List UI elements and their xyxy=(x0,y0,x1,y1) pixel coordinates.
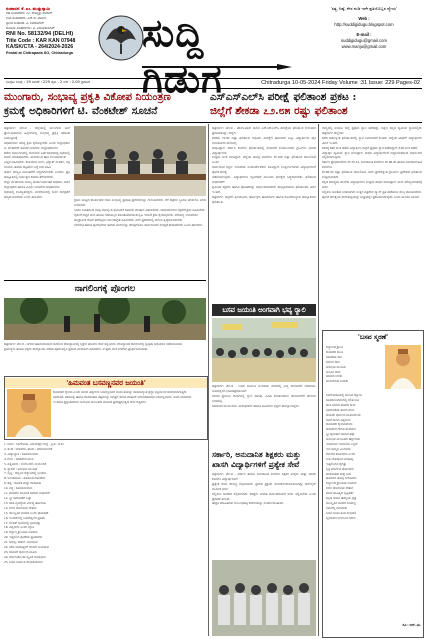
second-headline-line2: ಜಿಲ್ಲೆಗೆ ಶೇಕಡಾ ೭೨.೮೫ ರಷ್ಟು ಫಲಿತಾಂಶ xyxy=(210,105,348,117)
sslc-story-text: ಚಿತ್ರದುರ್ಗ: ಮೇ.9 - 2023-24ನೇ ಸಾಲಿನ ಎಸ್‌ಎಸ್‌ಎಲ್‌ಸಿ ಪರೀಕ್ಷೆಯ ಫಲಿತಾಂಶ ಗುರುವಾರ ಪ್ರಕಟವಾಗಿದ್ದು, ಜಿಲ್ಲೆಗೆ ಶೇಕಡಾ 72.85 ರಷ್ಟು ಫಲಿತಾಂಶ ಲಭಿಸಿದೆ. ಪರೀಕ್ಷೆಗೆ ಹಾಜರಾದ ಒಟ್ಟು ವಿದ್ಯಾರ್ಥಿಗಳ ಪೈಕಿ ಬಾಲಕಿಯರು ಮೇಲುಗೈ ಸಾಧಿಸಿದ್ದಾರೆ. ಸರ್ಕಾರಿ ಶಾಲೆಗಳ ಫಲಿತಾಂಶದಲ್ಲಿ ಸುಧಾರಣೆ ಕಂಡುಬಂದಿದೆ. ಗ್ರಾಮೀಣ ಭಾಗದ ವಿದ್ಯಾರ್ಥಿಗಳು ಉತ್ತಮ ಅಂಕ ಗಳಿಸಿದ್ದಾರೆ. ಜಿಲ್ಲೆಯ ಹಲವು ಶಾಲೆಗಳು ಶೇ.100 ರಷ್ಟು ಫಲಿತಾಂಶ ದಾಖಲಿಸಿವೆ ಎಂದು ಸಾರ್ವಜನಿಕ ಶಿಕ್ಷಣ ಇಲಾಖೆಯ ಉಪನಿರ್ದೇಶಕರು ತಿಳಿಸಿದ್ದಾರೆ. ಉತ್ತೀರ್ಣರಾಗದ ವಿದ್ಯಾರ್ಥಿಗಳಿಗೆ ಪೂರಕ ಪರೀಕ್ಷೆ ನಡೆಸಲಾಗುವುದು. ವಿದ್ಯಾರ್ಥಿಗಳು ಧೃತಿಗೆಡದೆ ಮುಂದಿನ ಪರೀಕ್ಷೆಗೆ ಸಿದ್ಧರಾಗಬೇಕು. ಫಲಿತಾಂಶ ಸುಧಾರಣೆಗೆ ಶ್ರಮಿಸಿದ ಶಿಕ್ಷಕರು ಹಾಗೂ ಪೋಷಕರನ್ನು ಅಭಿನಂದಿಸಲಾಗಿದೆ. ತಾಲ್ಲೂಕುವಾರು ಫಲಿತಾಂಶದ ವಿವರ ಇಂತಿದೆ. ಚಿತ್ರದುರ್ಗ, ಚಳ್ಳಕೆರೆ, ಹಿರಿಯೂರು, ಹೊಳಲ್ಕೆರೆ, ಹೊಸದುರ್ಗ ಹಾಗೂ ಮೊಳಕಾಲ್ಮೂರು ತಾಲ್ಲೂಕುಗಳ ಫಲಿತಾಂಶ. xyxy=(212,126,316,204)
naga-headline: ನಾಗಲಿಂಗಕ್ಕೆ ಪೊಂಗಲ xyxy=(74,284,136,294)
meeting-photo-image xyxy=(74,126,206,196)
meta-line: ಉಪ ಸಂಪಾದಕರು: ಎನ್.ಬಿ. ಪಾಟೀಲ xyxy=(6,16,47,20)
basava-box-text: ಕಾಯಕವೇ ಕೈಲಾಸ ಎಂದು ಸಾರಿದ ವಿಶ್ವಗುರು ಬಸವಣ್ಣನವರ ಜಯಂತಿಯನ್ನು ನಾಡಿನಾದ್ಯಂತ ಶ್ರದ್ಧಾ ಭಕ್ತಿಯಿಂದ ಆಚರಿಸಲಾಗುತ್ತಿದೆ. ಸಮಾನತೆ, ಸಹಬಾಳ್ವೆ ಹಾಗೂ ದಾಸೋಹದ ತತ್ವಗಳನ್ನು ಜಗತ್ತಿಗೆ ಸಾರಿದ ಮಹಾನ್ ಮಾನವತಾವಾದಿ ಬಸವಣ್ಣನವರು. ಅವರ ವಚನಗಳು ಇಂದಿಗೂ ಪ್ರಸ್ತುತವಾಗಿವೆ. ಅನುಭವ ಮಂಟಪದ ಮೂಲಕ ಪ್ರಜಾಪ್ರಭುತ್ವದ ಬೀಜ ಬಿತ್ತಿದರು. xyxy=(53,390,192,404)
masthead-contact xyxy=(306,6,422,50)
schools-headline-line2: ಖಾಸಗಿ ವಿದ್ಯಾರ್ಥಿಗಳಿಗೆ ಪ್ರತ್ಯೇಕ ಸೇವೆ xyxy=(212,460,300,469)
email-link[interactable]: suddigidugu@gmail.com xyxy=(341,38,387,43)
students-photo xyxy=(212,560,316,636)
naga-photo-image xyxy=(4,298,206,340)
poem-signoff: ಕವಿ : ಆರ್. ಮ. xyxy=(402,623,421,627)
date-line: Chitradurga 10-05-2024 Friday Volume :31 Issue: 229 Pages-02 xyxy=(261,79,420,86)
divider xyxy=(4,280,206,281)
lead-headline-line1: ಮುಂಗಾರು, ಸಂಭಾವ್ಯ ಪ್ರಕೃತಿ ವಿಕೋಪ ನಿಯಂತ್ರಣ xyxy=(4,91,171,103)
naga-story-text: ಚಿತ್ರದುರ್ಗ: ಮೇ.9 - ನಗರದ ಹೊರವಲಯದ ನಾಗಲಿಂಗ ದೇವಸ್ಥಾನದಲ್ಲಿ ಭಕ್ತರು ಪೊಂಗಲ ಸೇವೆ ಸಲ್ಲಿಸಿದರು. ದೇವಸ್ಥಾನದ ಆವರಣದಲ್ಲಿ ಸ್ವಚ್ಛತಾ ಅಭಿಯಾನ ನಡೆಸಲಾಯಿತು. ಗ್ರಾಮಸ್ಥರು ಹಾಗೂ ಭಕ್ತರು ಪಾಲ್ಗೊಂಡು ವಿಶೇಷ ಪೂಜೆ ಸಲ್ಲಿಸಿ ಪ್ರಸಾದ ವಿನಿಯೋಗ ಮಾಡಿದರು. ಉತ್ತಮ ಮಳೆ ಬೆಳೆಗಾಗಿ ಪ್ರಾರ್ಥಿಸಲಾಯಿತು. xyxy=(4,342,183,351)
lead-headline xyxy=(4,90,206,120)
right-column-text: ರಾಜ್ಯದಲ್ಲಿ ಉಡುಪಿ ಜಿಲ್ಲೆ ಪ್ರಥಮ ಸ್ಥಾನ ಪಡೆದಿದ್ದು, ದಕ್ಷಿಣ ಕನ್ನಡ ದ್ವಿತೀಯ ಸ್ಥಾನದಲ್ಲಿದೆ. ಚಿತ್ರದುರ್ಗ ಜಿಲ್ಲೆಯು ಕಳೆದ ವರ್ಷಕ್ಕಿಂತ ಫಲಿತಾಂಶದಲ್ಲಿ ಸ್ಥಾನ ಬದಲಾವಣೆ ಕಂಡಿದೆ. ಜಿಲ್ಲೆಯ ಟಾಪರ್ ವಿದ್ಯಾರ್ಥಿಗಳ ವಿವರ ಇಂತಿದೆ. 625ಕ್ಕೆ 620 ಅಂಕ ಪಡೆದ ವಿದ್ಯಾರ್ಥಿನಿ ಜಿಲ್ಲೆಗೆ ಪ್ರಥಮ ಸ್ಥಾನ ಪಡೆದಿದ್ದಾರೆ. 618 ಅಂಕ ಪಡೆದ ವಿದ್ಯಾರ್ಥಿ ದ್ವಿತೀಯ ಸ್ಥಾನ ಗಳಿಸಿದ್ದಾರೆ. ಸಾಧಕ ವಿದ್ಯಾರ್ಥಿಗಳಿಗೆ ಜಿಲ್ಲಾಡಳಿತದಿಂದ ಅಭಿನಂದನೆ ಸಲ್ಲಿಸಲಾಗುವುದು. ಸರ್ಕಾರಿ ಪ್ರೌಢಶಾಲೆಗಳು ಶೇ.70.12, ಅನುದಾನಿತ ಶಾಲೆಗಳು ಶೇ.68.45 ಹಾಗೂ ಅನುದಾನರಹಿತ ಶಾಲೆಗಳು ಶೇ.82.30 ರಷ್ಟು ಫಲಿತಾಂಶ ದಾಖಲಿಸಿವೆ. ನಗರ ಪ್ರದೇಶಕ್ಕಿಂತ ಗ್ರಾಮೀಣ ಪ್ರದೇಶದ ಫಲಿತಾಂಶ ಉತ್ತಮವಾಗಿದೆ. ಕನ್ನಡ ಮಾಧ್ಯಮ ಶಾಲೆಗಳ ವಿದ್ಯಾರ್ಥಿಗಳು ಉತ್ತಮ ಸಾಧನೆ ಮಾಡಿದ್ದಾರೆ. ಮರು ಮೌಲ್ಯಮಾಪನಕ್ಕೆ ಅರ್ಜಿ ಸಲ್ಲಿಸಲು ಅವಕಾಶ ನೀಡಲಾಗಿದೆ. ಉತ್ತರ ಪತ್ರಿಕೆಗಳ ಸ್ಕ್ಯಾನ್ ಪ್ರತಿ ಪಡೆಯಲು ಶುಲ್ಕ ಪಾವತಿಸಬೇಕು. ಪೂರಕ ಪರೀಕ್ಷೆಯ ವೇಳಾಪಟ್ಟಿಯನ್ನು ಶೀಘ್ರದಲ್ಲೇ ಪ್ರಕಟಿಸಲಾಗುವುದು ಎಂದು ಮಂಡಳಿ ತಿಳಿಸಿದೆ. xyxy=(322,126,422,199)
meta-line: ಸಹ ಸಂಪಾದಕರು: ಎಂ. ಸೌಮ್ಯಶ್ರೀ ಕುಮಾರ್ xyxy=(6,11,53,15)
title-code: Title Code : KAR KAN 07948 xyxy=(6,38,76,44)
poem-box xyxy=(322,330,424,638)
second-headline xyxy=(210,90,422,120)
basava-feature-box xyxy=(4,376,208,440)
slogan: 'ಸತ್ಯ, ನಿಷ್ಠೆ, ನೇರ ನುಡಿ ಇದೇ ಪ್ರತಿಯೊಬ್ಬರ ಧ್ಯೇಯ' xyxy=(330,6,398,11)
rally-photo xyxy=(212,318,316,382)
rni-number: RNI No. 58132/94 (DELHI) xyxy=(6,31,74,37)
basava-box-title: 'ಹಿಮವಂತ ಬಸವಣ್ಣನವರ ಜಯಂತಿ' xyxy=(5,378,207,388)
newspaper-title: ಸುದ್ದಿ ಗಿಡುಗ xyxy=(142,10,223,101)
schools-headline-line1: ಸರ್ಕಾರಿ, ಅನುದಾನಿತ ಶಿಕ್ಷಕರು ಮತ್ತು xyxy=(212,450,301,459)
postal-line: Postal at Chitrapada SO, Chitradurga xyxy=(6,50,73,55)
website-label: Web : xyxy=(358,16,370,21)
schools-story-text: ಚಿತ್ರದುರ್ಗ: ಮೇ.9 - ಸರ್ಕಾರಿ ಹಾಗೂ ಅನುದಾನಿತ ಶಾಲೆಗಳ ಶಿಕ್ಷಕರ ಮಕ್ಕಳು ಮತ್ತು ಖಾಸಗಿ ಶಾಲೆಗಳ ವಿದ್ಯಾರ್ಥಿಗಳಿಗೆ ಪ್ರತ್ಯೇಕ ಸೇವಾ ಸೌಲಭ್ಯ ಕಲ್ಪಿಸಲಾಗಿದೆ. ಪ್ರವೇಶ ಪ್ರಕ್ರಿಯೆ ಸರಳೀಕರಣಗೊಳಿಸಲಾಗಿದ್ದು ಆನ್‌ಲೈನ್ ಮೂಲಕ ಅರ್ಜಿ ಸಲ್ಲಿಸಲು ಅವಕಾಶ ಕಲ್ಪಿಸಲಾಗಿದೆ. ಆಸಕ್ತರು ನಿಗದಿತ ದಿನಾಂಕದೊಳಗೆ ಅರ್ಜಿ ಸಲ್ಲಿಸಬೇಕು ಎಂದು ಪ್ರಕಟಣೆ ತಿಳಿಸಿದೆ. ಹೆಚ್ಚಿನ ಮಾಹಿತಿಗಾಗಿ ಸಂಬಂಧಪಟ್ಟ ಕಚೇರಿಯನ್ನು ಸಂಪರ್ಕಿಸಬಹುದು. xyxy=(212,472,316,506)
meta-line: ಸ್ಥಾನಿಕ ಸಂಪಾದಕ: ವಿ. ಶಿವಕುಮಾರ್ xyxy=(6,21,44,25)
pen-underline-icon xyxy=(142,62,292,72)
editor-label: ಸಂಪಾದಕ: ಕೆ. ಎಂ. ಮುತ್ತುಸ್ವಾಮಿ xyxy=(6,6,51,11)
masthead-credits xyxy=(6,6,96,56)
portrait-illustration-icon xyxy=(385,345,421,389)
basava-list-text: 1. ಜನನ : ಬಾಗೇವಾಡಿ, ವಿಜಯಪುರ ಜಿಲ್ಲೆ - ಕ್ರಿ.ಶ. 1131 2. ತಂದೆ : ಮಾದರಸ, ತಾಯಿ : ಮಾದಲಾಂಬಿಕೆ 3. ವಿದ್ಯಾಭ್ಯಾಸ : ಕೂಡಲಸಂಗಮ 4. ಗುರು : ಜಾತವೇದ ಮುನಿ 5. ಪತ್ನಿಯರು : ಗಂಗಾಂಬಿಕೆ, ನೀಲಾಂಬಿಕೆ 6. ಸ್ಥಾಪನೆ : ಅನುಭವ ಮಂಟಪ 7. ವೃತ್ತಿ : ಬಿಜ್ಜಳನ ಆಸ್ಥಾನದಲ್ಲಿ ಭಂಡಾರಿ 8. ಅಂಕಿತನಾಮ : ಕೂಡಲಸಂಗಮದೇವ 9. ತತ್ವ : ಕಾಯಕ ಮತ್ತು ದಾಸೋಹ 10. ಐಕ್ಯ : ಕೂಡಲಸಂಗಮ 11. ವಚನಗಳ ಮೂಲಕ ಸಮಾಜ ಸುಧಾರಣೆ 12. ಸ್ತ್ರೀ ಸಮಾನತೆಗೆ ಒತ್ತು 13. ಜಾತಿ ವ್ಯವಸ್ಥೆಯ ವಿರುದ್ಧ ಹೋರಾಟ 14. ಶರಣ ಚಳವಳಿಯ ನೇತಾರ 15. ಸಾಂಸ್ಕೃತಿಕ ನಾಯಕ ಎಂದು ಘೋಷಣೆ 16. ಲಂಡನ್‌ನಲ್ಲಿ ಬಸವೇಶ್ವರರ ಪ್ರತಿಮೆ 17. ಸಂಸತ್ ಭವನದಲ್ಲಿ ಭಾವಚಿತ್ರ 18. ವಿಶ್ವಗುರು ಎಂದು ಖ್ಯಾತಿ 19. ಕಲ್ಯಾಣ ಕ್ರಾಂತಿಯ ರೂವಾರಿ 20. ಇಷ್ಟಲಿಂಗ ಪೂಜೆಯ ಪ್ರತಿಪಾದಕ 21. ಅರಿವು, ಆಚಾರ, ಅನುಭಾವ 22. ಸಕಲ ಜೀವಾತ್ಮರಿಗೆ ಲೇಸನೇ ಬಯಸುವ 23. ದಯವೇ ಧರ್ಮದ ಮೂಲ 24. ಕರ್ನಾಟಕದ ಸಾಂಸ್ಕೃತಿಕ ರಾಯಭಾರಿ 25. ಬಸವ ಜಯಂತಿ ಶುಭಾಶಯಗಳು xyxy=(4,442,64,564)
lead-story-text-right: ಗ್ರಾಮ ಮಟ್ಟದ ಕಾರ್ಯಪಡೆ ರಚಿಸಿ ಸಂಭಾವ್ಯ ಪ್ರವಾಹ ಪ್ರದೇಶಗಳನ್ನು ಗುರುತಿಸಬೇಕು. ಕೆರೆ ಕಟ್ಟೆಗಳ ಸ್ಥಿತಿಗತಿ ಪರಿಶೀಲಿಸಿ ವರದಿ ನೀಡಬೇಕು. ಸಿಡಿಲು ಬಡಿತದಿಂದ ಸಾವು ನೋವು ಸಂಭವಿಸಿದರೆ ಕೂಡಲೇ ಪರಿಹಾರ ವಿತರಿಸಬೇಕು. ಜಾನುವಾರುಗಳ ರಕ್ಷಣೆಗೆ ಕ್ರಮ ವಹಿಸಬೇಕು. ರೈತರಿಗೆ ಬಿತ್ತನೆ ಬೀಜ ಹಾಗೂ ರಸಗೊಬ್ಬರ ಕೊರತೆಯಾಗದಂತೆ ಕೃಷಿ ಇಲಾಖೆ ಕ್ರಮ ಕೈಗೊಳ್ಳಬೇಕು. ಆರೋಗ್ಯ ಇಲಾಖೆಯು ಸಾಂಕ್ರಾಮಿಕ ರೋಗ ತಡೆಗಟ್ಟಲು ಮುಂಜಾಗ್ರತೆ ವಹಿಸಬೇಕು. ನಗರ ಪ್ರದೇಶದಲ್ಲಿ ಚರಂಡಿ ಸ್ವಚ್ಛಗೊಳಿಸಬೇಕು. ನಗರಸಭೆ ಹಾಗೂ ಪುರಸಭೆಗಳು ಹಳೆಯ ಮರಗಳನ್ನು ತೆರವುಗೊಳಿಸಿ ಸಾರ್ವಜನಿಕರ ಸುರಕ್ಷತೆ ಕಾಪಾಡಬೇಕು ಎಂದು ಹೇಳಿದರು. xyxy=(74,198,206,227)
column-divider xyxy=(318,124,319,636)
rally-photo-image xyxy=(212,318,316,382)
portrait-illustration-icon xyxy=(7,389,51,437)
poem-text-body: ಬಾಗೇವಾಡಿಯಲ್ಲಿ ಜನಿಸಿದ ಜ್ಯೋತಿ ಕೂಡಲಸಂಗಮದಲ್ಲಿ ಕಲಿತ ನೀತಿ ಜಾತಿ ಭೇದವ ತೊರೆದ ಗುರು ಸಮಾನತೆಯ ಸಾರಿದ ಶರಣ ದಯವೇ ಧರ್ಮದ ಮೂಲವೆಂದು ಜಗಕೆ ಸಾರಿದ ವಿಶ್ವಗುರು ಕಾಯಕವೇ ಕೈಲಾಸವೆಂದು ದುಡಿಮೆಗೆ ಗೌರವ ತಂದವರು ಸ್ತ್ರೀ ಪುರುಷರ ಸಮಾನ ಹಕ್ಕು ಅನುಭವ ಮಂಟಪದ ಹೆಗ್ಗುರುತು ಇವನಾರವ ಇವನಾರವ ಎನ್ನದೆ ಇವ ನಮ್ಮವ ಎಂದವರು ಕಳಬೇಡ ಕೊಲಬೇಡ ಎಂದು ನೀತಿ ಬೋಧಿಸಿದ ಮಹಾತ್ಮ ಇಷ್ಟಲಿಂಗವ ಕೈಗಿತ್ತು ಭಕ್ತಿ ಮಾರ್ಗವ ತೋರಿದರು ದಾಸೋಹದ ದೀಕ್ಷೆ ನೀಡಿ ಹಸಿದವರ ಹಸಿವು ನೀಗಿಸಿದರು ಕಲ್ಯಾಣದ ಕ್ರಾಂತಿಯ ರೂವಾರಿ ಶರಣ ಚಳವಳಿಯ ನೇತಾರ ವಚನ ಸಾಹಿತ್ಯದ ಸೃಷ್ಟಿಕರ್ತ ಕನ್ನಡ ನಾಡಿನ ಹೆಮ್ಮೆಯ ಪುತ್ರ ಸಾಂಸ್ಕೃತಿಕ ನಾಯಕ ಬಸವಣ್ಣ ನಮಗೆಲ್ಲ ದಾರಿದೀಪ ಬಸವ ಜಯಂತಿಯ ಶುಭದಿನ ಸ್ಮರಿಸೋಣ ಗುರುವಿನ ಚರಣ xyxy=(326,393,362,520)
rally-story-text: ಚಿತ್ರದುರ್ಗ: ಮೇ.9 - ಬಸವ ಜಯಂತಿ ಅಂಗವಾಗಿ ನಗರದಲ್ಲಿ ಭವ್ಯ ಮೆರವಣಿಗೆ ನಡೆಯಿತು. ಬಸವೇಶ್ವರರ ಭಾವಚಿತ್ರದೊಂದಿಗೆ ನಗರದ ಪ್ರಮುಖ ಬೀದಿಗಳಲ್ಲಿ ರ್‍ಯಾಲಿ ಸಾಗಿತು. ವಿವಿಧ ಕಲಾತಂಡಗಳು ಮೆರವಣಿಗೆಗೆ ಮೆರುಗು ನೀಡಿದವು. ಸಮಾಜದ ಮುಖಂಡರು, ಮಠಾಧೀಶರು ಹಾಗೂ ಸಾವಿರಾರು ಭಕ್ತರು ಪಾಲ್ಗೊಂಡಿದ್ದರು. xyxy=(212,384,316,408)
masthead-logo-area xyxy=(96,4,296,101)
meta-line: ಕಾನೂನು ಸಲಹೆಗಾರರು: ವಿ. ವಿಜಯಕುಮಾರ್ xyxy=(6,26,55,30)
meeting-photo xyxy=(74,126,206,196)
divider xyxy=(4,122,422,123)
date-strip xyxy=(4,78,422,89)
email-link[interactable]: www.manju@gmail.com xyxy=(341,44,387,49)
column-divider xyxy=(208,124,209,636)
lead-story-text-left: ಚಿತ್ರದುರ್ಗ: ಮೇ.9 - ಜಿಲ್ಲೆಯಲ್ಲಿ ಮುಂಗಾರು ಮಳೆ ಪ್ರಾರಂಭವಾಗುವ ಹಿನ್ನೆಲೆಯಲ್ಲಿ ಸಂಭಾವ್ಯ ಪ್ರಕೃತಿ ವಿಕೋಪ ನಿಯಂತ್ರಣಕ್ಕೆ ಅಧಿಕಾರಿಗಳು ಅಗತ್ಯ ಕ್ರಮ ಕೈಗೊಳ್ಳಬೇಕು ಎಂದು ಜಿಲ್ಲಾಧಿಕಾರಿ ಟಿ. ವೆಂಕಟೇಶ್ ಸೂಚನೆ ನೀಡಿದರು. ಜಿಲ್ಲಾಧಿಕಾರಿಗಳ ಕಚೇರಿ ಸಭಾಂಗಣದಲ್ಲಿ ಗುರುವಾರ ಏರ್ಪಡಿಸಲಾಗಿದ್ದ ಸಭೆಯಲ್ಲಿ ಅವರು ಮಾತನಾಡಿದರು. ಮಳೆಯಿಂದ ಹಾನಿ ಉಂಟಾಗದಂತೆ ಎಚ್ಚರ ವಹಿಸಬೇಕು. ಕುಡಿಯುವ ನೀರು, ವಿದ್ಯುತ್ ಸಂಪರ್ಕ, ರಸ್ತೆ ಸಂಚಾರ, ಹಳೆಯ ಕಟ್ಟಡಗಳ ಬಗ್ಗೆ ನಿಗಾ ವಹಿಸಿ ತುರ್ತು ಪರಿಸ್ಥಿತಿ ನಿರ್ವಹಣೆಗೆ ಸಿದ್ಧರಾಗಿರಬೇಕು ಎಂದರು. ಪ್ರತಿ ತಾಲ್ಲೂಕಿನಲ್ಲಿ ನಿಯಂತ್ರಣ ಕೊಠಡಿ ತೆರೆಯಬೇಕು. ಜಿಲ್ಲಾ ಪಂಚಾಯಿತಿ ಮುಖ್ಯ ಕಾರ್ಯನಿರ್ವಾಹಕ ಅಧಿಕಾರಿ, ಅಪರ ಜಿಲ್ಲಾಧಿಕಾರಿ ಹಾಗೂ ವಿವಿಧ ಇಲಾಖೆಗಳ ಅಧಿಕಾರಿಗಳು ಸಭೆಯಲ್ಲಿ ಉಪಸ್ಥಿತರಿದ್ದರು. ಮಳೆಗಾಲದಲ್ಲಿ ಜನರ ಸುರಕ್ಷತೆಗೆ ಆದ್ಯತೆ ನೀಡಬೇಕು ಎಂದು ತಿಳಿಸಿದರು. xyxy=(4,126,70,199)
email-label: E-mail : xyxy=(356,32,372,37)
lead-headline-line2: ಕ್ರಮಕ್ಕೆ ಅಧಿಕಾರಿಗಳಿಗೆ ಟಿ. ವೆಂಕಟೇಶ್ ಸೂಚನೆ xyxy=(4,105,158,117)
rally-headline: ಬಸವ ಜಯಂತಿ ಅಂಗವಾಗಿ ಭವ್ಯ ರ್‍ಯಾಲಿ xyxy=(212,304,316,316)
second-headline-line1: ಎಸ್‌ಎಸ್‌ಎಲ್‌ಸಿ ಪರೀಕ್ಷೆ ಫಲಿತಾಂಶ ಪ್ರಕಟ : xyxy=(210,91,357,103)
edition-strip: ಸಂಪುಟ ಸಂಖ್ಯೆ : 19 ಸಂಚಿಕೆ : 229 ಪುಟ : 2 ಬೆಲೆ : 2.00 ಪ್ರಕಟಣೆ xyxy=(6,80,91,84)
students-photo-image xyxy=(212,560,316,636)
poem-text-top: ಕಲ್ಯಾಣದ ಕ್ರಾಂತಿ ಕಾಯಕದ ಕಾಂತಿ ಸಮತೆಯ ಸಾರಿ ಶರಣರ ದಾರಿ ಅನುಭವ ಮಂಟಪ ಅರಿವಿನ ದೀಪ ವಚನದ ಬೆಳಕು ಮನುಕುಲದ ಬದುಕು xyxy=(326,345,349,384)
kar-number: KA/SK/CTA - 264/2024-2026 xyxy=(6,44,74,51)
poem-title: 'ಬಸವ ಸ್ಮರಣೆ' xyxy=(357,333,389,341)
eagle-logo-icon xyxy=(96,10,146,70)
naga-photo xyxy=(4,298,206,340)
website-link[interactable]: http://suddigidugu.blogspot.com xyxy=(334,22,394,27)
